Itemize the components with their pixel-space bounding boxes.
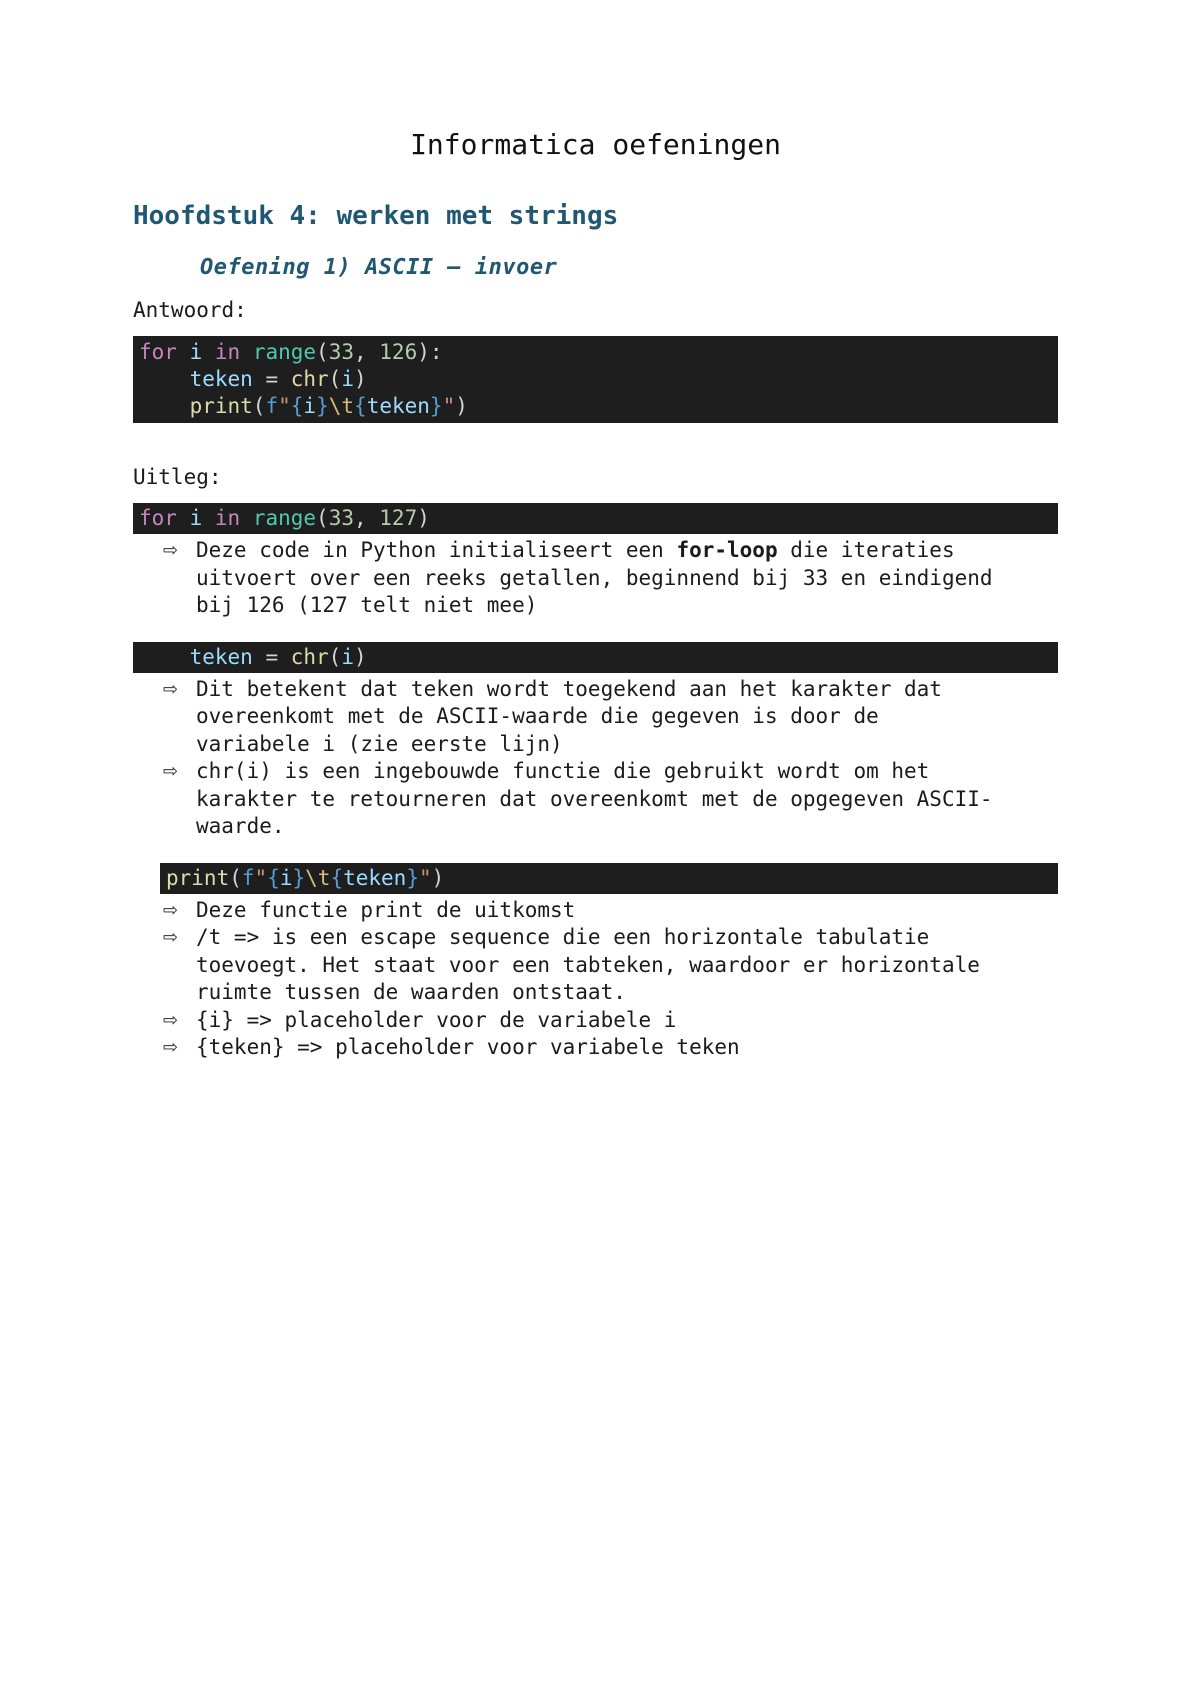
arrow-bullet-icon: ⇨ xyxy=(163,678,179,700)
bullet-text: {teken} => placeholder voor variabele teken xyxy=(196,1035,740,1059)
arrow-bullet-icon: ⇨ xyxy=(163,1009,179,1031)
bullet-item xyxy=(133,676,1058,759)
chapter-heading: Hoofdstuk 4: werken met strings xyxy=(133,201,619,231)
code-token: ( xyxy=(252,394,266,418)
code-token: , xyxy=(353,506,380,530)
code-token: } xyxy=(316,394,329,418)
code-token: teken xyxy=(189,367,266,391)
arrow-bullet-icon: ⇨ xyxy=(163,1037,179,1058)
bullet-text: {i} => placeholder voor de variabele i xyxy=(196,1007,677,1032)
arrow-bullet-icon: ⇨ xyxy=(163,761,179,782)
code-token xyxy=(139,394,190,418)
code-token: ( xyxy=(316,506,329,530)
code-token: ( xyxy=(316,340,329,364)
code-token: " xyxy=(254,865,268,890)
bullet-item xyxy=(133,537,1058,620)
explanation-label: Uitleg: xyxy=(133,465,222,489)
bullet-text: chr(i) is een ingebouwde functie die gebruikt wordt om het karakter te retourneren dat overeenkomt met de opgegeven ASCII-waarde. xyxy=(196,759,993,838)
bullet-text: /t => is een escape sequence die een horizontale tabulatie toevoegt. Het staat voor een tabteken, waardoor er horizontale ruimte tussen de waarden ontstaat. xyxy=(196,925,980,1004)
code-token: for xyxy=(139,506,190,530)
code-token: i xyxy=(279,865,293,890)
bullet-text: Deze code in Python initialiseert een for-loop die iteraties uitvoert over een reeks getallen, beginnend bij 33 en eindigend bij 126 (127 telt niet mee) xyxy=(196,538,993,617)
exercise-heading: Oefening 1) ASCII — invoer xyxy=(200,255,558,280)
code-token: print xyxy=(189,394,253,418)
code-token: 33 xyxy=(328,506,354,530)
code-line-bar-for xyxy=(133,503,1058,534)
code-line xyxy=(139,339,1052,366)
code-token: = xyxy=(265,367,291,391)
code-token xyxy=(139,645,190,669)
code-token: teken xyxy=(366,394,430,418)
bullet-list xyxy=(133,897,1058,1062)
code-token: " xyxy=(418,865,432,890)
code-token: { xyxy=(267,865,280,890)
code-token: print xyxy=(166,865,230,890)
answer-label: Antwoord: xyxy=(133,298,247,322)
explanation-section-print xyxy=(133,863,1058,1062)
code-token: } xyxy=(292,865,306,890)
arrow-bullet-icon: ⇨ xyxy=(163,927,179,948)
bullet-list xyxy=(133,537,1058,620)
code-token: i xyxy=(189,506,215,530)
code-token: i xyxy=(303,394,317,418)
code-token: } xyxy=(429,394,443,418)
code-token: i xyxy=(341,644,354,669)
code-token: chr xyxy=(290,367,329,391)
explanation-section-for-loop xyxy=(133,503,1058,620)
code-token: ) xyxy=(417,506,430,530)
code-line-bar-print xyxy=(160,863,1058,894)
code-token: { xyxy=(330,865,344,890)
code-token: range xyxy=(252,506,317,530)
code-token: range xyxy=(252,340,317,364)
code-token: } xyxy=(406,865,419,890)
explanation-section-teken xyxy=(133,642,1058,841)
code-token: f xyxy=(265,394,279,418)
code-token: 127 xyxy=(379,506,418,530)
answer-code-block xyxy=(133,336,1058,423)
bullet-item xyxy=(133,1034,1058,1062)
arrow-bullet-icon: ⇨ xyxy=(163,540,179,561)
code-token xyxy=(139,367,190,391)
code-token: 33 xyxy=(328,340,354,364)
code-token: teken xyxy=(343,865,407,890)
code-token: ( xyxy=(328,644,342,669)
code-token: ) xyxy=(431,865,445,890)
code-token: ) xyxy=(455,394,468,418)
arrow-bullet-icon: ⇨ xyxy=(163,899,179,921)
code-token: { xyxy=(354,394,367,418)
code-line-bar-teken xyxy=(133,642,1058,673)
code-token: { xyxy=(290,394,304,418)
bullet-text: Deze functie print de uitkomst xyxy=(196,897,576,922)
code-token: f xyxy=(241,865,255,890)
code-token: 126 xyxy=(379,340,418,364)
code-token: ) xyxy=(353,644,367,669)
code-token: i xyxy=(189,340,215,364)
code-token: chr xyxy=(290,644,329,669)
code-line xyxy=(139,393,1052,420)
code-token: for xyxy=(139,340,190,364)
code-token: \t xyxy=(328,394,355,418)
code-token: ): xyxy=(417,340,443,364)
code-token: ( xyxy=(328,367,342,391)
code-token: teken xyxy=(189,644,266,669)
bullet-text: Dit betekent dat teken wordt toegekend aan het karakter dat overeenkomt met de ASCII-waarde die gegeven is door de variabele i (zie eerste lijn) xyxy=(196,676,942,756)
code-token: " xyxy=(442,394,456,418)
bullet-list xyxy=(133,676,1058,841)
code-token: ( xyxy=(229,865,242,890)
code-token: \t xyxy=(305,865,331,890)
code-token: = xyxy=(265,644,291,669)
code-token: in xyxy=(214,506,253,530)
code-token: ) xyxy=(353,367,367,391)
bullet-item xyxy=(133,897,1058,925)
code-token: " xyxy=(278,394,291,418)
bullet-item xyxy=(133,758,1058,841)
code-token: in xyxy=(214,340,253,364)
code-token: i xyxy=(341,367,354,391)
bullet-item xyxy=(133,924,1058,1007)
code-token: , xyxy=(353,340,380,364)
code-line xyxy=(139,366,1052,393)
page-title: Informatica oefeningen xyxy=(410,128,781,161)
bullet-item xyxy=(133,1007,1058,1035)
